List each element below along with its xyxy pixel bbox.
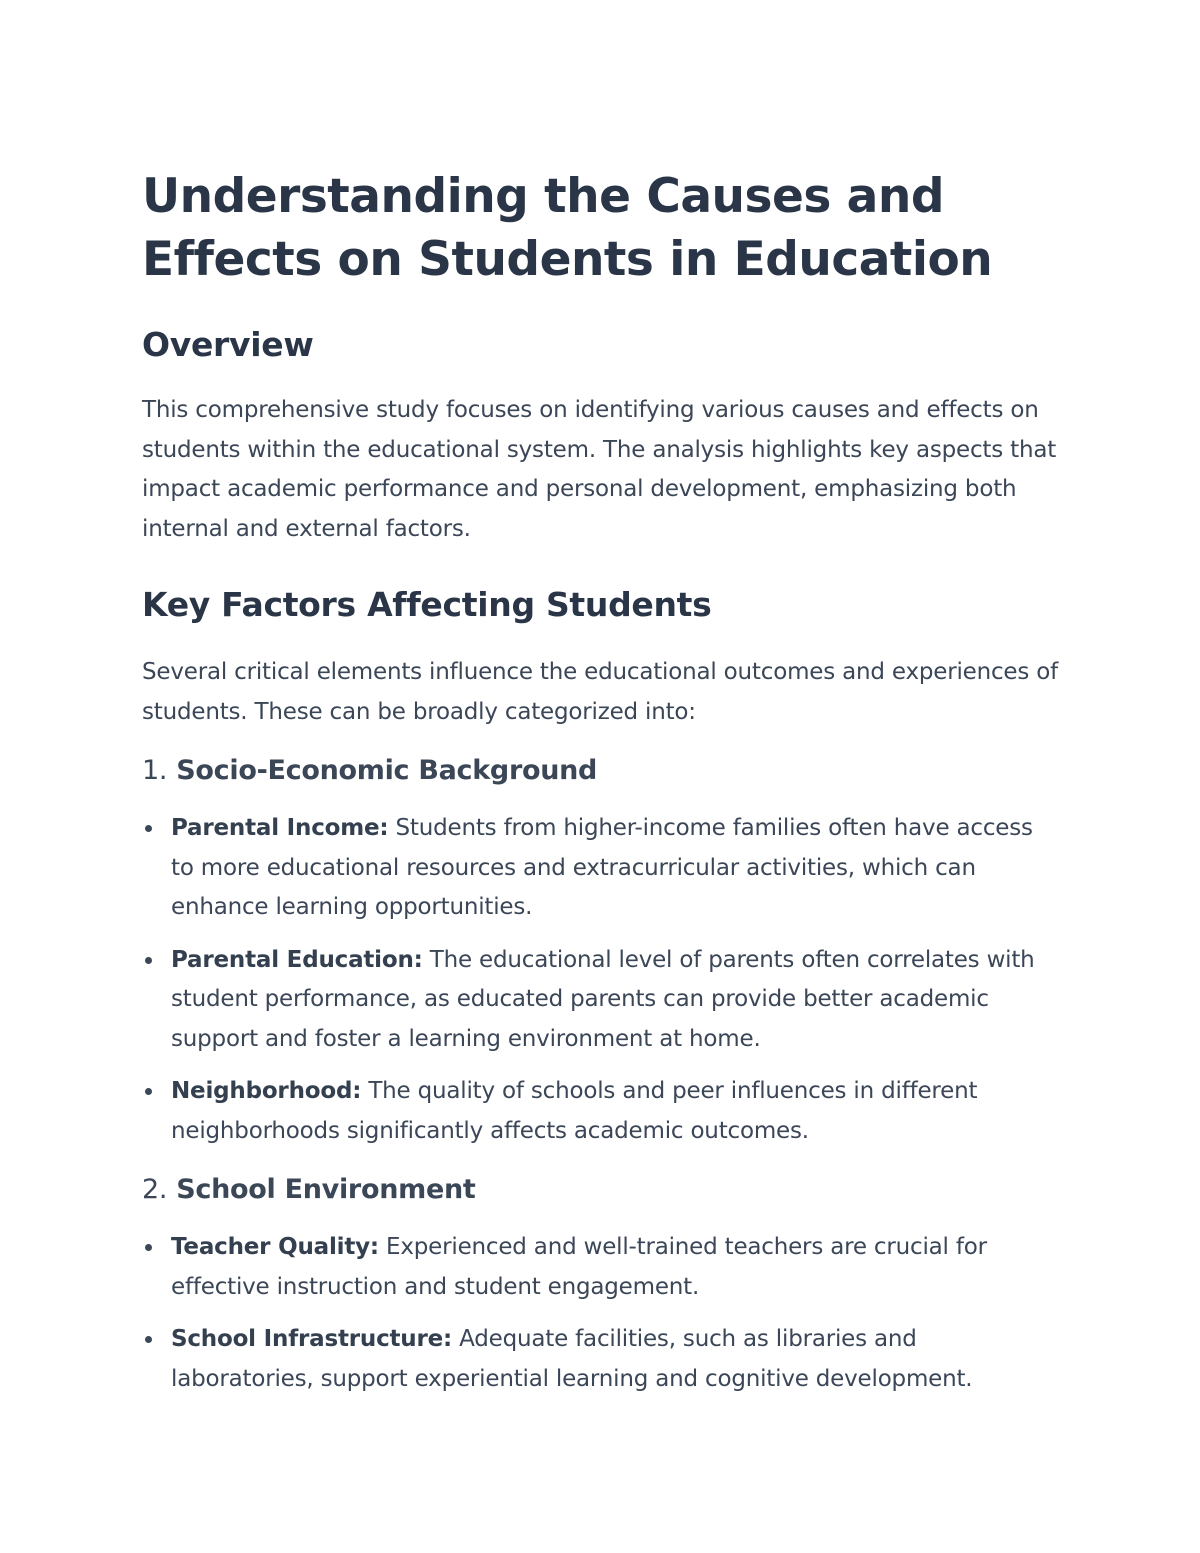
list-item bbox=[142, 1228, 1062, 1307]
section-title: School Environment bbox=[176, 1174, 476, 1205]
section-heading-school-environment bbox=[142, 1170, 1062, 1210]
key-factors-intro: Several critical elements influence the educational outcomes and experiences of students. These can be broadly categorized into: bbox=[142, 659, 1059, 725]
key-factors-heading: Key Factors Affecting Students bbox=[142, 585, 712, 624]
list-item bbox=[142, 941, 1062, 1060]
document-page bbox=[142, 165, 1062, 1399]
section-title: Socio-Economic Background bbox=[176, 755, 598, 786]
list-item bbox=[142, 809, 1062, 928]
list-item bbox=[142, 1320, 1062, 1399]
list-item-term: Parental Education: bbox=[171, 946, 423, 973]
list-item-text: The quality of schools and peer influences in different neighborhoods significantly affects academic outcomes. bbox=[171, 1078, 978, 1144]
list-item-term: Parental Income: bbox=[171, 815, 389, 841]
list-item-term: Teacher Quality: bbox=[171, 1234, 379, 1260]
section-heading-socio-economic bbox=[142, 751, 1062, 791]
school-environment-list bbox=[142, 1228, 1062, 1399]
socio-economic-list bbox=[142, 809, 1062, 1151]
section-number: 1. bbox=[142, 755, 168, 786]
list-item-text: Adequate facilities, such as libraries and laboratories, support experiential learning and cognitive development. bbox=[171, 1326, 973, 1392]
overview-paragraph: This comprehensive study focuses on identifying various causes and effects on students within the educational system. The analysis highlights key aspects that impact academic performance and personal development, emphasizing both internal and external factors. bbox=[142, 397, 1057, 542]
list-item-text: Students from higher-income families often have access to more educational resources and extracurricular activities, which can enhance learning opportunities. bbox=[171, 815, 1033, 920]
document-title: Understanding the Causes and Effects on Students in Education bbox=[142, 169, 993, 287]
bullet-icon bbox=[145, 825, 152, 832]
list-item-term: Neighborhood: bbox=[171, 1078, 362, 1104]
overview-heading: Overview bbox=[142, 325, 314, 364]
list-item bbox=[142, 1072, 1062, 1151]
bullet-icon bbox=[145, 1336, 152, 1343]
list-item-text: The educational level of parents often correlates with student performance, as educated parents can provide better academic support and foster a learning environment at home. bbox=[171, 946, 1035, 1052]
bullet-icon bbox=[145, 1244, 152, 1251]
bullet-icon bbox=[145, 957, 152, 964]
list-item-text: Experienced and well-trained teachers are crucial for effective instruction and student engagement. bbox=[171, 1234, 987, 1300]
bullet-icon bbox=[145, 1088, 152, 1095]
list-item-term: School Infrastructure: bbox=[171, 1326, 453, 1352]
section-number: 2. bbox=[142, 1174, 168, 1205]
